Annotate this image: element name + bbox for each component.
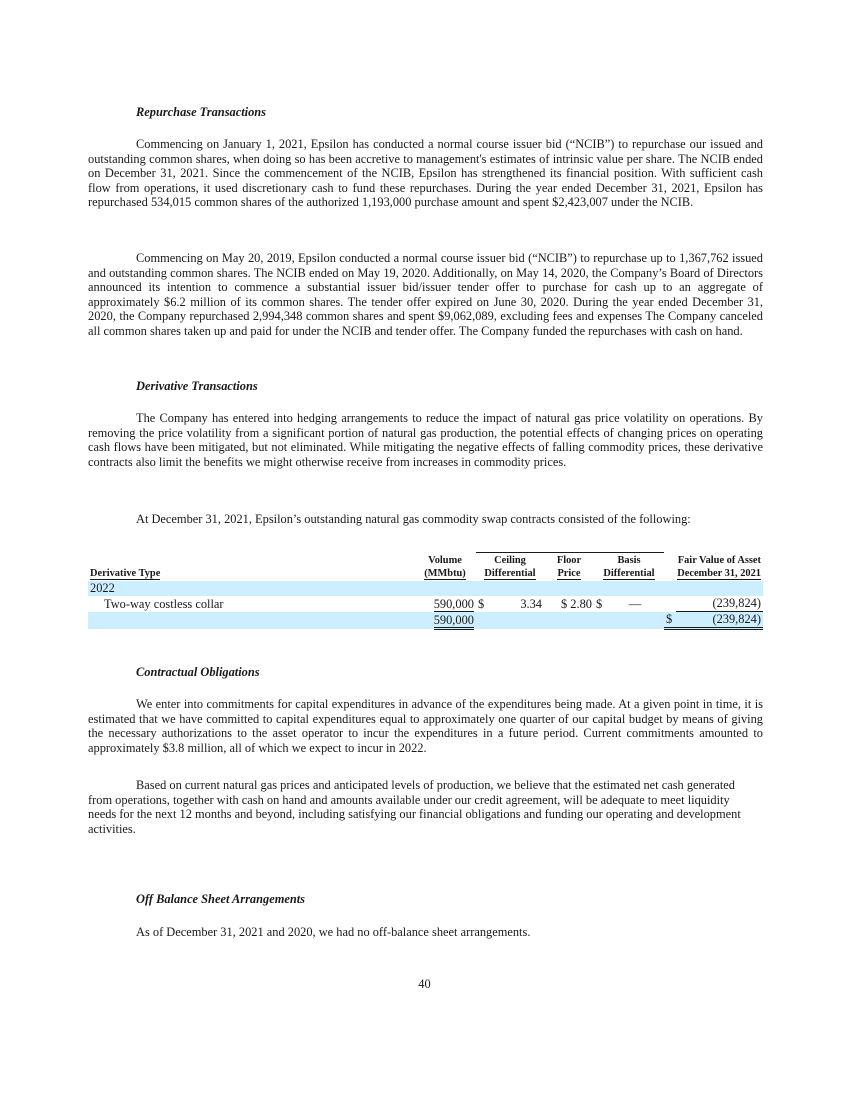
row-derivative-type: Two-way costless collar xyxy=(104,596,224,611)
derivative-heading: Derivative Transactions xyxy=(136,379,258,393)
contractual-paragraph-2: Based on current natural gas prices and anticipated levels of production, we believe that the estimated net cash generated from operations, together with cash on hand and amounts available under our credit agreement, will be adequate to meet liquidity needs for the next 12 months and beyond, including satisfying our financial obligations and funding our operating and development activities. xyxy=(88,778,741,836)
table-row-year xyxy=(88,581,763,596)
table-total-row xyxy=(88,612,763,629)
table-row xyxy=(88,596,763,612)
total-fair-value-symbol: $ xyxy=(664,612,676,629)
repurchase-heading: Repurchase Transactions xyxy=(136,105,267,119)
row-basis-symbol: $ xyxy=(596,596,603,611)
total-volume: 590,000 xyxy=(414,612,476,629)
year-label: 2022 xyxy=(90,581,115,596)
derivative-paragraph-1: The Company has entered into hedging arrangements to reduce the impact of natural gas price volatility on operations. By removing the price volatility from a significant portion of natural gas production, the potential effects of changing prices on operating cash flows have been mitigated, but not eliminated. While mitigating the negative effects of falling commodity prices, these derivative contracts also limit the benefits we might otherwise receive from increases in commodity prices. xyxy=(88,411,763,469)
header-fair-value: Fair Value of Asset December 31, 2021 xyxy=(677,555,761,579)
row-ceiling-value: 3.34 xyxy=(520,596,542,611)
derivative-table-wrap xyxy=(88,552,763,630)
header-derivative-type: Derivative Type xyxy=(90,567,161,579)
row-floor-price: $ 2.80 xyxy=(561,596,592,611)
derivative-paragraph-2: At December 31, 2021, Epsilon’s outstanding natural gas commodity swap contracts consisted of the following: xyxy=(136,512,691,526)
repurchase-paragraph-2: Commencing on May 20, 2019, Epsilon conducted a normal course issuer bid (“NCIB”) to repurchase up to 1,367,762 issued and outstanding common shares. The NCIB ended on May 19, 2020. Additionally, on May 14, 2020, the Company’s Board of Directors announced its intention to commence a substantial issuer bid/issuer tender offer to purchase for cash up to an aggregate of approximately $6.2 million of its common shares. The tender offer expired on June 30, 2020. During the year ended December 31, 2020, the Company repurchased 2,994,348 common shares and spent $9,062,089, excluding fees and expenses The Company canceled all common shares taken up and paid for under the NCIB and tender offer. The Company funded the repurchases with cash on hand. xyxy=(88,251,763,338)
repurchase-paragraph-1: Commencing on January 1, 2021, Epsilon has conducted a normal course issuer bid (“NCIB”) to repurchase our issued and outstanding common shares, when doing so has been accretive to management's estimates of intrinsic value per share. The NCIB ended on December 31, 2021. Since the commencement of the NCIB, Epsilon has strengthened its financial position. With sufficient cash flow from operations, it used discretionary cash to fund these repurchases. During the year ended December 31, 2021, Epsilon has repurchased 534,015 common shares of the authorized 1,193,000 purchase amount and spent $2,423,007 under the NCIB. xyxy=(88,137,763,210)
table-header-row xyxy=(88,553,763,582)
total-fair-value: (239,824) xyxy=(676,612,763,629)
page-number: 40 xyxy=(418,977,431,991)
row-volume: 590,000 xyxy=(433,596,474,611)
offbalance-heading: Off Balance Sheet Arrangements xyxy=(136,892,306,906)
derivative-table xyxy=(88,552,763,630)
row-ceiling-symbol: $ xyxy=(478,596,485,611)
header-floor: Floor Price xyxy=(544,553,594,582)
row-basis-value: — xyxy=(628,596,642,611)
header-volume: Volume (MMbtu) xyxy=(424,555,466,579)
row-fair-value: (239,824) xyxy=(676,596,763,612)
offbalance-paragraph: As of December 31, 2021 and 2020, we had no off-balance sheet arrangements. xyxy=(136,925,531,939)
contractual-heading: Contractual Obligations xyxy=(136,665,260,679)
header-ceiling: Ceiling Differential xyxy=(476,553,544,582)
contractual-paragraph-1: We enter into commitments for capital expenditures in advance of the expenditures being made. At a given point in time, it is estimated that we have committed to capital expenditures equal to approximately one quarter of our capital budget by means of giving the necessary authorizations to the asset operator to incur the expenditures in a future period. Current commitments amounted to approximately $3.8 million, all of which we expect to incur in 2022. xyxy=(88,697,763,755)
header-basis: Basis Differential xyxy=(594,553,664,582)
